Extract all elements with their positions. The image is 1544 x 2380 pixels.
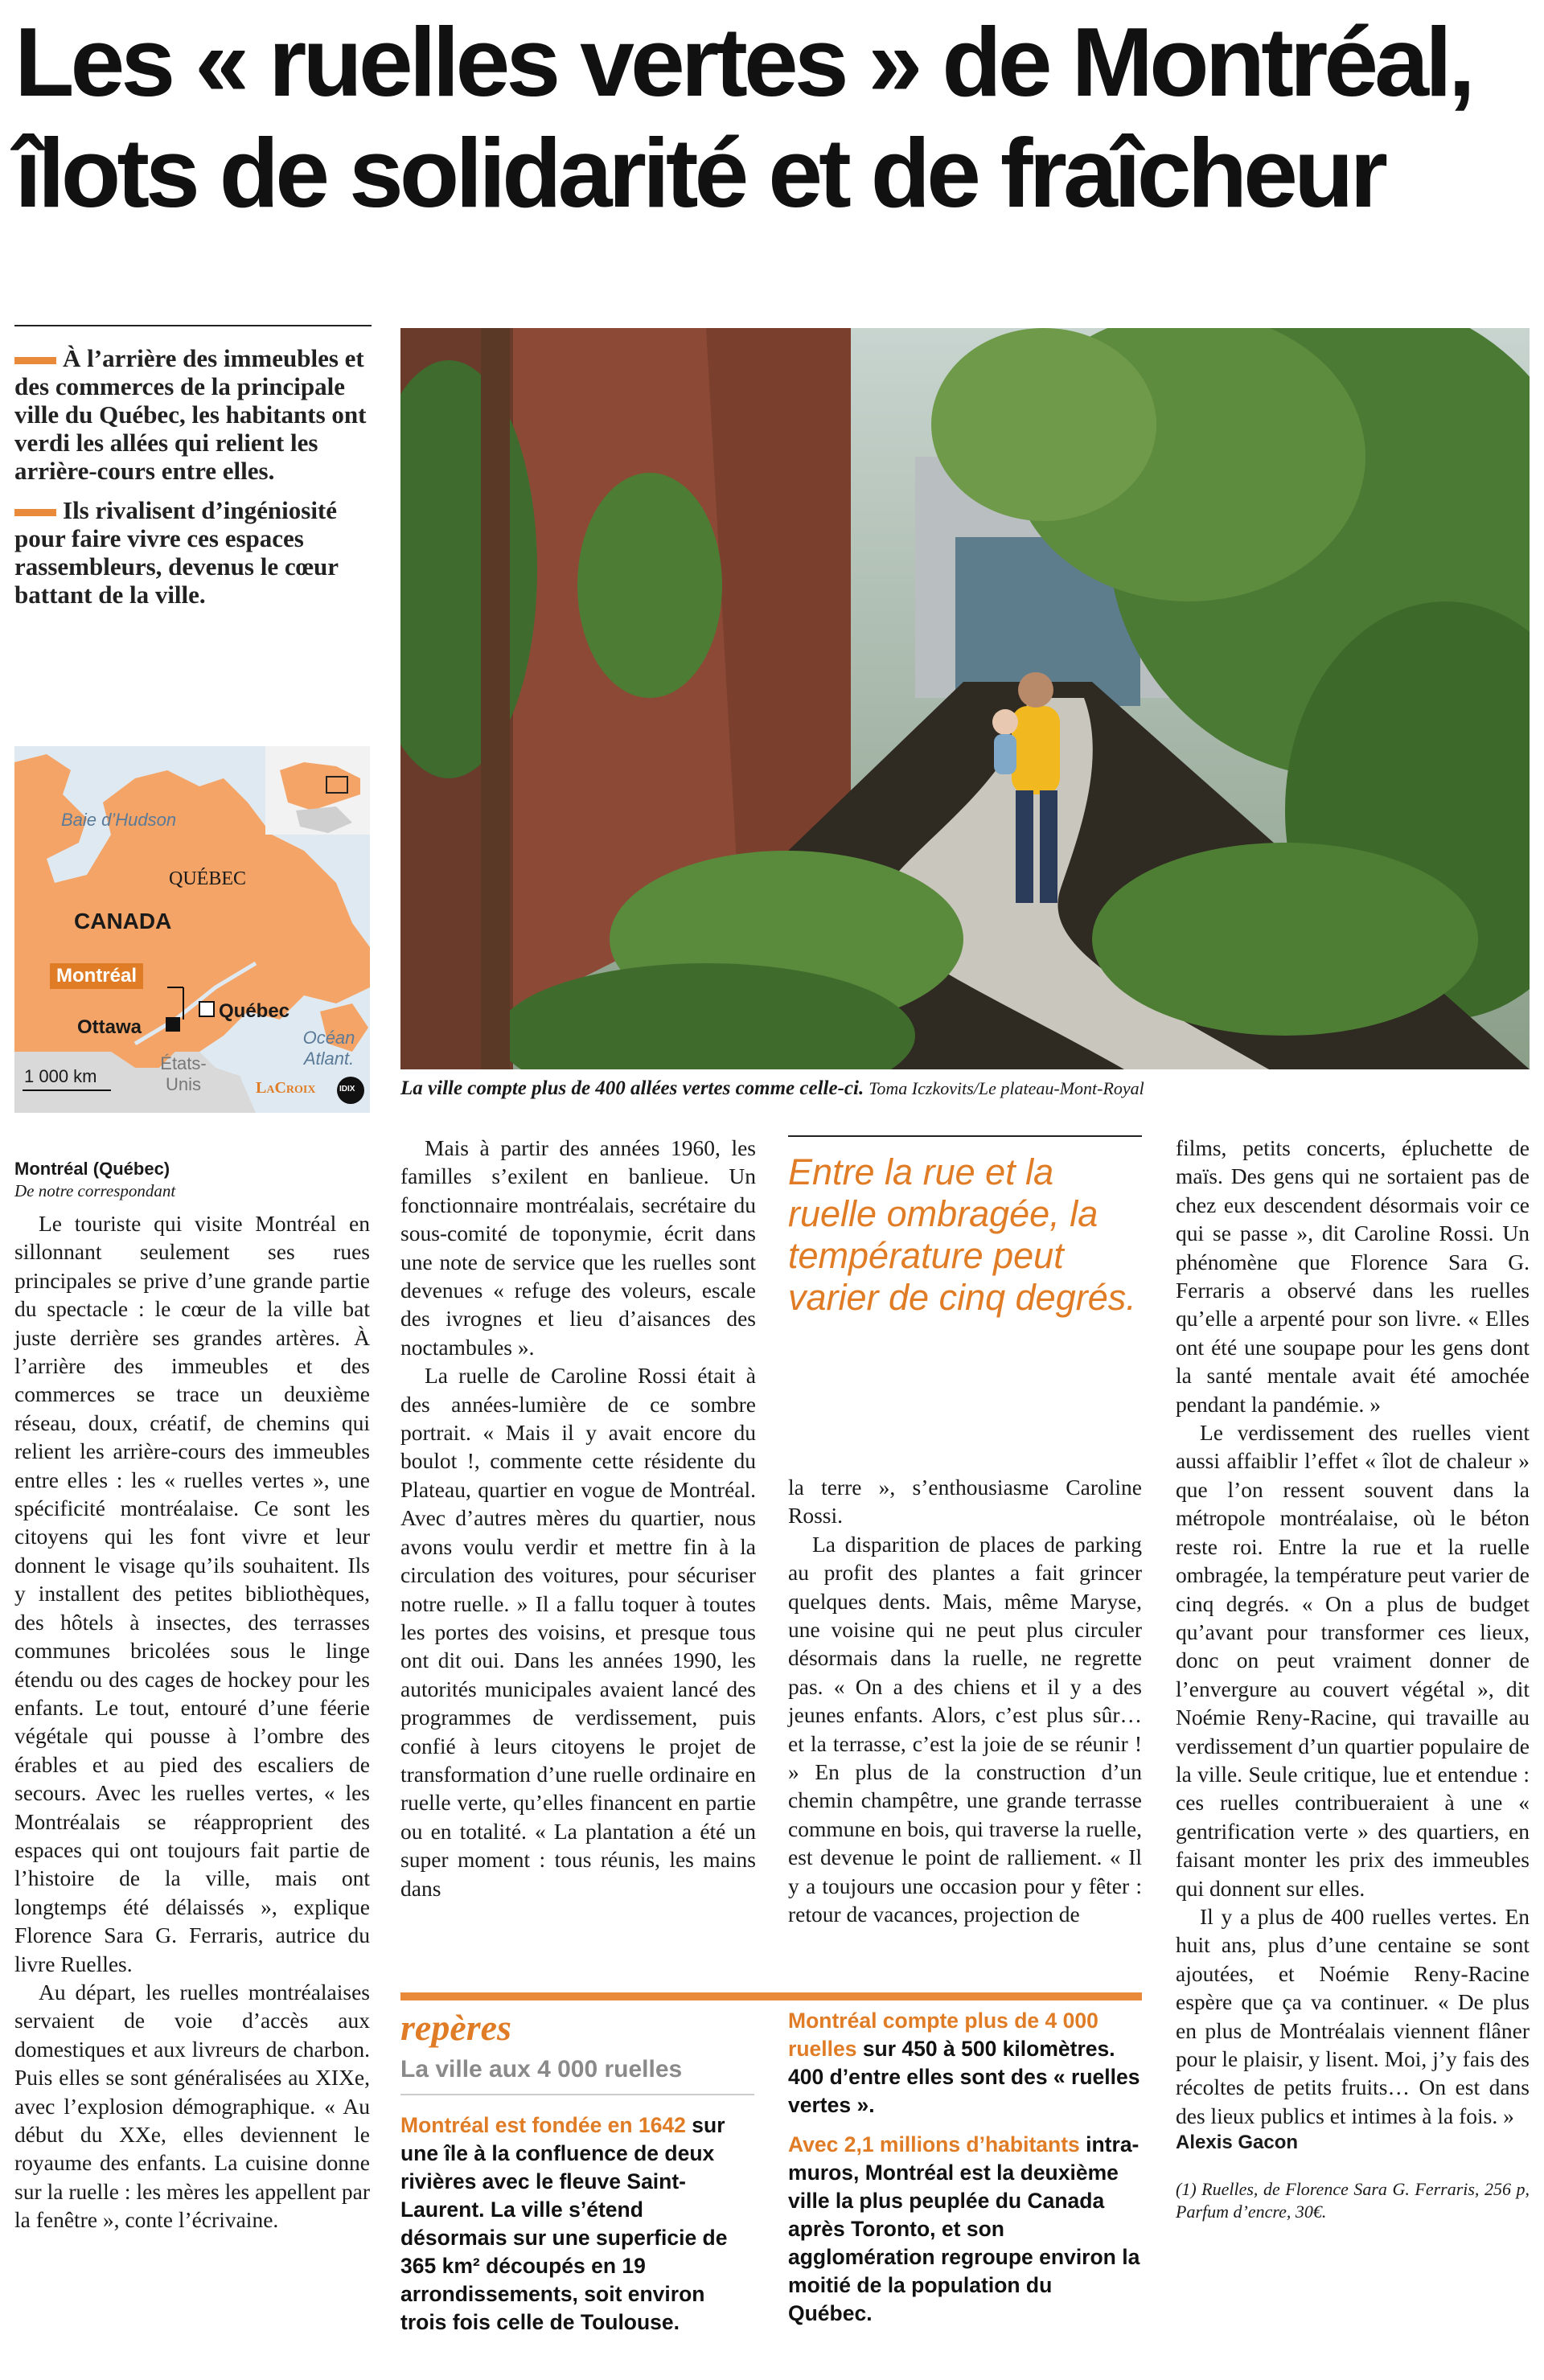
article-column-1 [14, 1158, 370, 2234]
article-column-2 [400, 1134, 756, 1902]
reperes-kicker: repères [400, 2007, 511, 2048]
article-paragraph: Mais à partir des années 1960, les familles s’exilent en banlieue. Un fonctionnaire montréalais, secrétaire du sous-comité de toponymie, écrit dans une note de service que les ruelles sont devenues « refuge des voleurs, escale des ivrognes et lieu d’aisances des noctambules ». [400, 1135, 756, 1360]
footnote: (1) Ruelles, de Florence Sara G. Ferraris, 256 p, Parfum d’encre, 30€. [1176, 2179, 1530, 2222]
reperes-box-right [788, 2007, 1142, 2339]
orange-dash-icon [14, 357, 56, 364]
correspondent-note: De notre correspondant [14, 1181, 176, 1200]
map-label-quebec-region: QUÉBEC [169, 868, 246, 889]
map-label-etats-unis: États-Unis [160, 1053, 207, 1094]
map-label-quebec-city: Québec [219, 1000, 290, 1022]
headline-line-1: Les « ruelles vertes » de Montréal, [14, 7, 1472, 117]
reperes-item: Montréal compte plus de 4 000 ruelles sur 450 à 500 kilomètres. 400 d’entre elles sont des « ruelles vertes ». [788, 2009, 1140, 2117]
author-signature: Alexis Gacon [1176, 2132, 1299, 2154]
reperes-title: La ville aux 4 000 ruelles [400, 2049, 754, 2095]
photo-caption-block [400, 1077, 1530, 1100]
locator-map [14, 746, 370, 1113]
map-label-ocean: Océan Atlant. [302, 1028, 355, 1069]
standfirst-paragraph-1: À l’arrière des immeubles et des commerces de la principale ville du Québec, les habitants ont verdi les allées qui relient les arrière-cours entre elles. [14, 344, 367, 485]
brand-badge-text: IDIX [339, 1085, 355, 1094]
headline-line-2: îlots de solidarité et de fraîcheur [14, 118, 1384, 228]
reperes-box [400, 2007, 754, 2348]
article-paragraph: Il y a plus de 400 ruelles vertes. En huit ans, plus d’une centaine se sont ajoutées, et Noémie Reny-Racine espère que ça va continuer. « De plus en plus de Montréalais viennent flâner pour le plaisir, y lisent. Moi, j’y fais des récoltes de petits fruits… On est dans des lieux publics et intimes à la fois. » [1176, 1903, 1530, 2128]
article-paragraph: Le touriste qui visite Montréal en sillonnant seulement ses rues principales se prive d’une grande partie du spectacle : le cœur de la ville bat juste derrière ses grandes artères. À l’arrière des immeubles et des commerces se trace un deuxième réseau, doux, créatif, de chemins qui relient les arrière-cours des immeubles entre elles : les « ruelles vertes », une spécificité montréalaise. Ce sont les citoyens qui les font vivre et leur donnent le visage qu’ils souhaitent. Ils y installent des petites bibliothèques, des hôtels à insectes, des terrasses communes bricolées sous le linge étendu ou des cages de hockey pour les enfants. Le tout, entouré d’une féerie végétale qui pousse à l’ombre des érables et au pied des escaliers de secours. Avec les ruelles vertes, « les Montréalais se réapproprient des espaces qui ont toujours fait partie de l’histoire de la ville, mais ont longtemps été délaissés », explique Florence Sara G. Ferraris, autrice du livre Ruelles. [14, 1211, 370, 1976]
article-paragraph: la terre », s’enthousiasme Caroline Rossi. [788, 1475, 1142, 1529]
article-paragraph: Au départ, les ruelles montréalaises servaient de voie d’accès aux domestiques et aux livreurs de charbon. Puis elles se sont généralisées au XIXe, avec l’explosion démographique. « Au début du XXe, elles deviennent le royaume des enfants. La cuisine donne sur la ruelle : les mères les appellent par la fenêtre », conte l’écrivaine. [14, 1979, 370, 2233]
dateline: Montréal (Québec) [14, 1159, 170, 1179]
brand-logo: LaCroix [256, 1079, 316, 1097]
photo-green-alley [400, 328, 1530, 1069]
photo-caption: La ville compte plus de 400 allées vertes comme celle-ci. [400, 1077, 864, 1099]
article-paragraph: films, petits concerts, épluchette de maïs. Des gens qui ne sortaient pas de chez eux descendent désormais voir ce qui se passe », dit Caroline Rossi. Un phénomène que Florence Sara G. Ferraris a observé dans les ruelles qu’elle a arpenté pour son livre. « Elles ont été une soupape pour les gens dont la santé mentale avait été amochée pendant la pandémie. » [1176, 1135, 1530, 1417]
map-label-baie: Baie d’Hudson [61, 810, 177, 830]
reperes-item: Montréal est fondée en 1642 sur une île à la confluence de deux rivières avec le fleuve Saint-Laurent. La ville s’étend désormais sur une superficie de 365 km² découpés en 19 arrondissements, soit environ trois fois celle de Toulouse. [400, 2113, 728, 2334]
map-label-ottawa: Ottawa [77, 1016, 142, 1038]
photo-illustration [400, 328, 1530, 1069]
map-label-montreal: Montréal [50, 963, 143, 989]
headline [14, 6, 1534, 228]
orange-dash-icon [14, 509, 56, 516]
article-paragraph: La disparition de places de parking au profit des plantes a fait grincer quelques dents. Mais, même Maryse, une voisine qui ne peut plus circuler désormais dans la ruelle, ne regrette pas. « On a des chiens et il y a des jeunes enfants. Alors, c’est plus sûr… et la terrasse, c’est la joie de se réunir ! » En plus de la construction d’un chemin champêtre, une grande terrasse commune en bois, qui traverse la ruelle, est devenue le point de ralliement. « Il y a toujours une occasion pour y fêter : retour de vacances, projection de [788, 1531, 1142, 1927]
article-paragraph: La ruelle de Caroline Rossi était à des années-lumière de ce sombre portrait. « Mais il y avait encore du boulot !, commente cette résidente du Plateau, quartier en vogue de Montréal. Avec d’autres mères du quartier, nous avons voulu verdir et mettre fin à la circulation des voitures, pour sécuriser notre ruelle. » Il a fallu toquer à toutes les portes des voisins, et presque tous ont dit oui. Dans les années 1990, les autorités municipales avaient lancé des programmes de verdissement, puis confié à leurs citoyens le projet de transformation d’une ruelle ordinaire en ruelle verte, qu’elles financent en partie ou en totalité. « La plantation a été un super moment : tous réunis, les mains dans [400, 1363, 756, 1901]
article-paragraph: Le verdissement des ruelles vient aussi affaiblir l’effet « îlot de chaleur » que l’on ressent souvent dans la métropole montréalaise, où le béton reste roi. Entre la rue et la ruelle ombragée, la température peut varier de cinq degrés. « On a plus de budget qu’avant pour transformer ces lieux, donc on peut vraiment donner de l’envergure au couvert végétal », dit Noémie Reny-Racine, qui travaille au verdissement d’un quartier populaire de la ville. Seule critique, lue et entendue : ces ruelles contribueraient à une « gentrification verte » des quartiers, en faisant monter les prix des immeubles qui donnent sur elles. [1176, 1420, 1530, 1901]
reperes-rule [400, 1992, 1142, 2000]
ottawa-marker [166, 1017, 180, 1032]
quebec-marker [199, 1002, 214, 1016]
article-column-3 [788, 1473, 1142, 1929]
article-column-4 [1176, 1134, 1530, 2223]
map-scale-label: 1 000 km [24, 1066, 97, 1086]
map-label-canada: CANADA [74, 909, 172, 934]
photo-credit: Toma Iczkovits/Le plateau-Mont-Royal [868, 1078, 1144, 1098]
pull-quote: Entre la rue et la ruelle ombragée, la température peut varier de cinq degrés. [788, 1135, 1142, 1319]
standfirst-paragraph-2: Ils rivalisent d’ingéniosité pour faire vivre ces espaces rassembleurs, devenus le cœur battant de la ville. [14, 496, 339, 609]
standfirst [14, 325, 372, 620]
reperes-item: Avec 2,1 millions d’habitants intra-muros, Montréal est la deuxième ville la plus peuplée du Canada après Toronto, et son agglomération regroupe environ la moitié de la population du Québec. [788, 2132, 1140, 2325]
